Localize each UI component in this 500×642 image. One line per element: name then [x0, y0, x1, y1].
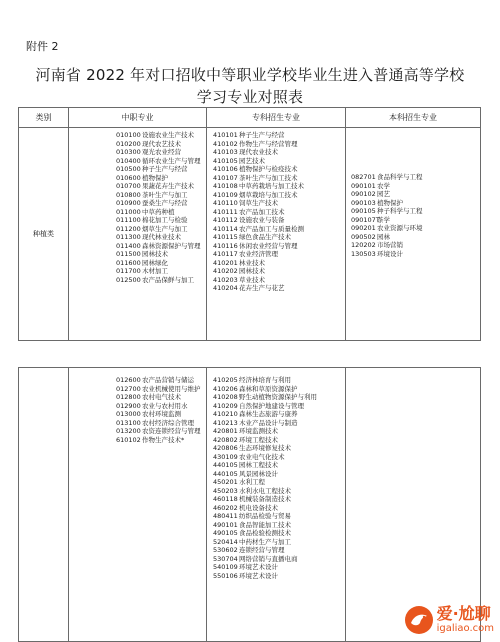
major-name: 园林技术	[239, 267, 265, 275]
list-item	[351, 182, 480, 191]
table-row	[19, 128, 481, 341]
list-item	[116, 148, 206, 157]
major-name: 花卉生产与花艺	[239, 284, 285, 292]
list-item	[213, 495, 345, 504]
major-name: 农村电气技术	[142, 393, 181, 401]
major-code: 012900	[116, 401, 141, 410]
major-name: 环境艺术设计	[239, 563, 278, 571]
major-code: 010500	[116, 165, 141, 173]
header-junior-college-major: 专科招生专业	[207, 108, 346, 128]
list-item	[213, 563, 345, 572]
list-item	[116, 199, 206, 208]
major-name: 农产品营销与储运	[142, 376, 194, 384]
list-item	[213, 427, 345, 436]
list-item	[351, 241, 480, 250]
list-item	[213, 546, 345, 555]
list-item	[213, 148, 345, 157]
list-item	[213, 436, 345, 445]
major-name: 茶叶生产与加工	[142, 190, 188, 199]
major-list	[351, 173, 480, 258]
major-code: 013000	[116, 410, 141, 418]
major-name: 农业资源与环境	[377, 224, 423, 232]
major-code: 011600	[116, 258, 141, 267]
major-name: 环境艺术设计	[239, 571, 278, 580]
major-code: 012700	[116, 384, 141, 393]
major-code: 010100	[116, 131, 141, 139]
major-name: 植物保护	[142, 173, 168, 182]
list-item	[351, 199, 480, 208]
major-code: 012600	[116, 376, 141, 384]
list-item	[213, 225, 345, 234]
list-item	[213, 199, 345, 208]
table-header-row	[19, 108, 481, 128]
list-item	[116, 376, 206, 385]
major-name: 农业经济管理	[239, 250, 278, 258]
attachment-label: 附件 2	[26, 40, 59, 53]
list-item	[116, 267, 206, 276]
major-code: 490101	[213, 520, 238, 529]
list-item	[213, 572, 345, 581]
major-name: 森林生态旅游与康养	[239, 410, 298, 418]
header-secondary-major: 中职专业	[69, 108, 207, 128]
list-item	[213, 402, 345, 411]
list-item	[116, 427, 206, 436]
list-item	[213, 259, 345, 268]
major-name: 园林	[377, 232, 390, 241]
major-name: 茶学	[377, 215, 390, 224]
list-item	[351, 250, 480, 259]
major-name: 农产品保鲜与加工	[142, 275, 194, 284]
junior-college-major-cell	[207, 128, 346, 341]
major-code: 420802	[213, 435, 238, 444]
major-code: 410204	[213, 284, 238, 292]
list-item	[213, 470, 345, 479]
major-list	[116, 376, 206, 444]
major-name: 作物生产与经营管理	[239, 139, 298, 148]
major-code: 450201	[213, 478, 238, 486]
list-item	[116, 225, 206, 234]
major-name: 森林资源保护与管理	[142, 241, 201, 250]
major-code: 010700	[116, 182, 141, 190]
major-code: 012500	[116, 275, 141, 284]
bird-logo-icon	[404, 605, 434, 635]
major-code: 090502	[351, 232, 376, 241]
major-name: 食品检验检测技术	[239, 529, 291, 537]
major-name: 农业电气化技术	[239, 452, 285, 461]
major-code: 410203	[213, 275, 238, 284]
list-item	[116, 259, 206, 268]
list-item	[116, 233, 206, 242]
major-code: 011100	[116, 216, 141, 224]
major-name: 林业技术	[239, 258, 265, 267]
list-item	[116, 276, 206, 285]
list-item	[116, 131, 206, 140]
major-code: 010300	[116, 148, 141, 156]
major-name: 园林工程技术	[239, 461, 278, 469]
list-item	[213, 376, 345, 385]
major-name: 烟草生产与加工	[142, 224, 188, 233]
major-name: 农村环境监测	[142, 410, 181, 418]
list-item	[116, 157, 206, 166]
major-code: 440105	[213, 469, 238, 478]
list-item	[116, 385, 206, 394]
major-name: 农学	[377, 181, 390, 190]
list-item	[213, 174, 345, 183]
major-code: 090107T	[351, 215, 380, 224]
major-name: 机械装备制造技术	[239, 495, 291, 503]
major-name: 设施农业生产技术	[142, 131, 194, 139]
list-item	[213, 216, 345, 225]
list-item	[351, 173, 480, 182]
major-name: 食品科学与工程	[377, 173, 423, 181]
major-name: 木材加工	[142, 267, 168, 275]
major-name: 观光农业经营	[142, 148, 181, 156]
major-name: 连锁经营与管理	[239, 546, 285, 554]
major-name: 农业机械使用与维护	[142, 384, 201, 393]
major-code: 530704	[213, 554, 238, 563]
major-code: 090105	[351, 207, 376, 215]
major-name: 现代农艺技术	[142, 139, 181, 148]
major-code: 490105	[213, 529, 238, 537]
major-code: 410109	[213, 190, 238, 199]
major-name: 环境工程技术	[239, 435, 278, 444]
list-item	[213, 131, 345, 140]
list-item	[213, 242, 345, 251]
major-name: 农业与农村用水	[142, 401, 188, 410]
major-code: 410115	[213, 233, 238, 241]
major-code: 011200	[116, 224, 141, 233]
major-code: 420801	[213, 427, 238, 435]
major-code: 011400	[116, 241, 141, 250]
site-watermark	[404, 605, 494, 635]
major-name: 中药材生产与加工	[239, 537, 291, 546]
list-item	[213, 191, 345, 200]
major-code: 410112	[213, 216, 238, 224]
major-code: 410209	[213, 401, 238, 410]
list-item	[116, 140, 206, 149]
major-name: 水利工程	[239, 478, 265, 486]
list-item	[213, 529, 345, 538]
major-name: 野生动植物资源保护与利用	[239, 393, 317, 401]
major-code: 011000	[116, 207, 141, 216]
major-code: 410208	[213, 393, 238, 401]
major-name: 作物生产技术*	[142, 435, 185, 444]
major-name: 农村经济综合管理	[142, 418, 194, 427]
major-name: 中草药栽培与加工技术	[239, 182, 304, 190]
watermark-url: igaliao.com	[436, 623, 494, 634]
secondary-major-cell	[69, 368, 207, 642]
list-item	[116, 208, 206, 217]
list-item	[213, 521, 345, 530]
major-name: 果蔬花卉生产技术	[142, 182, 194, 190]
major-name: 纺织品检验与贸易	[239, 512, 291, 520]
list-item	[116, 191, 206, 200]
list-item	[213, 157, 345, 166]
major-code: 410213	[213, 418, 238, 427]
list-item	[213, 461, 345, 470]
major-table-page2	[18, 367, 481, 642]
major-code: 410110	[213, 199, 238, 207]
major-code: 410201	[213, 258, 238, 267]
major-list	[116, 131, 206, 284]
major-name: 食品智能加工技术	[239, 520, 291, 529]
list-item	[116, 242, 206, 251]
major-code: 610102	[116, 435, 141, 444]
major-name: 现代林业技术	[142, 233, 181, 241]
major-name: 中草药种植	[142, 207, 175, 216]
list-item	[116, 410, 206, 419]
major-name: 生态环境修复技术	[239, 444, 291, 452]
major-code: 440105	[213, 461, 238, 469]
list-item	[213, 267, 345, 276]
list-item	[213, 487, 345, 496]
major-name: 农产品加工与质量检测	[239, 224, 304, 233]
major-name: 农产品加工技术	[239, 207, 285, 216]
major-name: 机电设备技术	[239, 503, 278, 512]
major-name: 园林技术	[142, 250, 168, 258]
undergraduate-major-cell	[346, 128, 481, 341]
major-name: 饲草生产技术	[239, 199, 278, 207]
list-item	[213, 538, 345, 547]
list-item	[351, 207, 480, 216]
major-name: 循环农业生产与管理	[142, 156, 201, 165]
list-item	[213, 419, 345, 428]
major-code: 410210	[213, 410, 238, 418]
major-code: 430109	[213, 452, 238, 461]
major-code: 410102	[213, 139, 238, 148]
list-item	[116, 250, 206, 259]
major-code: 082701	[351, 173, 376, 181]
list-item	[213, 555, 345, 564]
major-code: 410117	[213, 250, 238, 258]
table-row	[19, 368, 481, 642]
major-name: 经济林培育与利用	[239, 376, 291, 384]
major-code: 410111	[213, 207, 238, 216]
major-code: 013100	[116, 418, 141, 427]
major-table-page1	[18, 107, 481, 341]
list-item	[213, 233, 345, 242]
major-name: 种子生产与经营	[142, 165, 188, 173]
major-name: 木业产品设计与制造	[239, 418, 298, 427]
list-item	[213, 504, 345, 513]
major-name: 植物保护	[377, 198, 403, 207]
major-name: 园艺	[377, 190, 390, 198]
major-code: 090102	[351, 190, 376, 198]
major-name: 现代农业技术	[239, 148, 278, 156]
list-item	[213, 393, 345, 402]
major-name: 森林和草原资源保护	[239, 384, 298, 393]
major-code: 010800	[116, 190, 141, 199]
major-name: 农资连锁经营与管理	[142, 427, 201, 435]
list-item	[116, 165, 206, 174]
list-item	[213, 182, 345, 191]
major-code: 130503	[351, 249, 376, 258]
major-code: 410106	[213, 165, 238, 173]
major-code: 090103	[351, 198, 376, 207]
watermark-brand: 爱·尬聊	[436, 604, 491, 623]
list-item	[213, 453, 345, 462]
major-code: 012800	[116, 393, 141, 401]
major-name: 环境设计	[377, 249, 403, 258]
list-item	[213, 165, 345, 174]
list-item	[116, 402, 206, 411]
major-name: 园林绿化	[142, 258, 168, 267]
major-code: 410114	[213, 224, 238, 233]
list-item	[116, 216, 206, 225]
list-item	[351, 216, 480, 225]
junior-college-major-cell	[207, 368, 346, 642]
list-item	[213, 276, 345, 285]
major-code: 410108	[213, 182, 238, 190]
list-item	[213, 410, 345, 419]
major-code: 090101	[351, 181, 376, 190]
major-code: 120202	[351, 241, 376, 249]
list-item	[351, 224, 480, 233]
major-name: 棉花加工与检验	[142, 216, 188, 224]
major-name: 自然保护地建设与管理	[239, 401, 304, 410]
major-code: 011300	[116, 233, 141, 241]
major-code: 410202	[213, 267, 238, 275]
major-code: 480411	[213, 512, 238, 520]
header-undergraduate-major: 本科招生专业	[346, 108, 481, 128]
major-name: 草业技术	[239, 275, 265, 284]
major-name: 植物保护与检疫技术	[239, 165, 298, 173]
major-code: 520414	[213, 537, 238, 546]
major-code: 410101	[213, 131, 238, 139]
major-list	[213, 131, 345, 293]
list-item	[213, 140, 345, 149]
major-code: 090201	[351, 224, 376, 232]
major-code: 460202	[213, 503, 238, 512]
major-name: 蚕桑生产与经营	[142, 199, 188, 207]
major-code: 410103	[213, 148, 238, 156]
major-code: 011700	[116, 267, 141, 275]
major-code: 010600	[116, 173, 141, 182]
major-name: 水利水电工程技术	[239, 486, 291, 495]
major-name: 风景园林设计	[239, 469, 278, 478]
major-list	[213, 376, 345, 580]
list-item	[213, 512, 345, 521]
major-code: 011500	[116, 250, 141, 258]
major-name: 设施农业与装备	[239, 216, 285, 224]
list-item	[116, 419, 206, 428]
category-cell-continued	[19, 368, 69, 642]
major-code: 410205	[213, 376, 238, 384]
list-item	[213, 250, 345, 259]
major-code: 410107	[213, 173, 238, 182]
major-code: 010400	[116, 156, 141, 165]
list-item	[116, 436, 206, 445]
category-cell: 种植类	[19, 128, 69, 341]
major-name: 园艺技术	[239, 156, 265, 165]
list-item	[351, 233, 480, 242]
major-name: 种子生产与经营	[239, 131, 285, 139]
major-code: 550106	[213, 571, 238, 580]
list-item	[213, 284, 345, 293]
major-code: 410116	[213, 241, 238, 250]
secondary-major-cell	[69, 128, 207, 341]
major-name: 环境监测技术	[239, 427, 278, 435]
major-name: 绿色食品生产技术	[239, 233, 291, 241]
list-item	[116, 393, 206, 402]
major-name: 市场营销	[377, 241, 403, 249]
major-code: 420806	[213, 444, 238, 452]
list-item	[116, 182, 206, 191]
major-code: 410206	[213, 384, 238, 393]
major-name: 茶叶生产与加工技术	[239, 173, 298, 182]
list-item	[116, 174, 206, 183]
list-item	[213, 444, 345, 453]
major-code: 410105	[213, 156, 238, 165]
list-item	[213, 385, 345, 394]
list-item	[213, 478, 345, 487]
major-code: 530602	[213, 546, 238, 554]
major-code: 010900	[116, 199, 141, 207]
major-name: 种子科学与工程	[377, 207, 423, 215]
page-subtitle: 学习专业对照表	[196, 88, 304, 106]
major-code: 013200	[116, 427, 141, 435]
header-category: 类别	[19, 108, 69, 128]
list-item	[351, 190, 480, 199]
page-title: 河南省 2022 年对口招收中等职业学校毕业生进入普通高等学校	[35, 66, 465, 84]
major-code: 450203	[213, 486, 238, 495]
major-code: 010200	[116, 139, 141, 148]
list-item	[213, 208, 345, 217]
major-name: 网络营销与直播电商	[239, 554, 298, 563]
major-code: 460118	[213, 495, 238, 503]
major-code: 540109	[213, 563, 238, 571]
major-name: 烟草栽培与加工技术	[239, 190, 298, 199]
undergraduate-major-cell	[346, 368, 481, 642]
major-name: 休闲农业经营与管理	[239, 241, 298, 250]
